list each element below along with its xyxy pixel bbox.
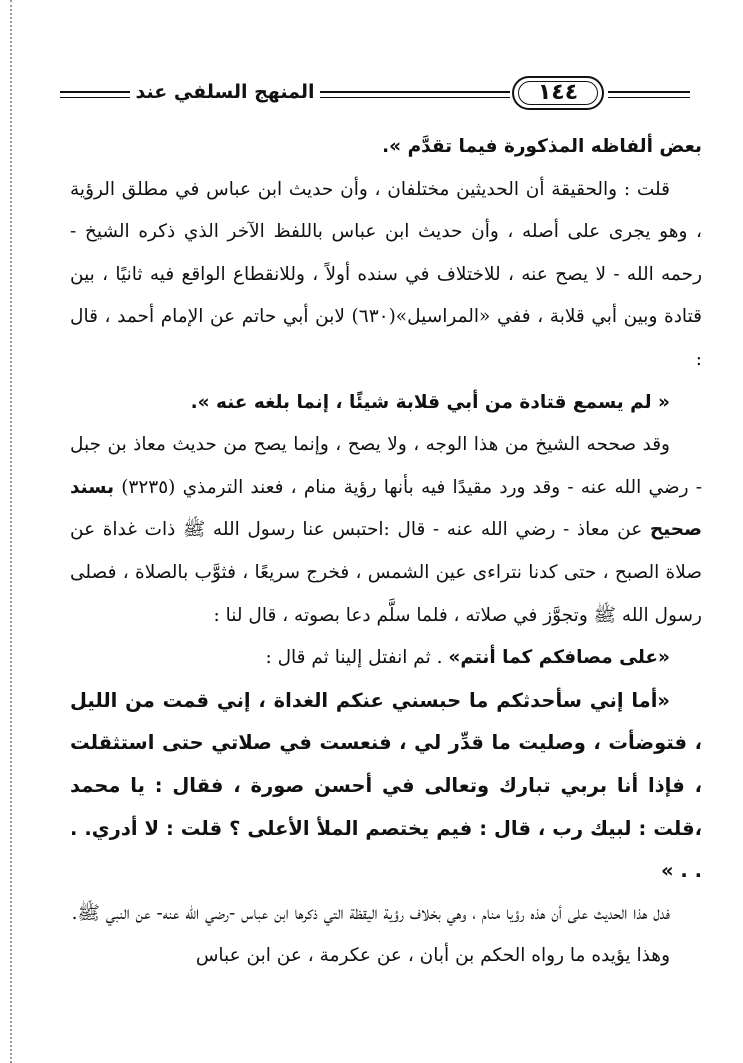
paragraph-5-bold: «على مصافكم كما أنتم» <box>448 647 670 669</box>
running-title: المنهج السلفي عند <box>130 74 320 110</box>
hadith-quote: «أما إني سأحدثكم ما حبسني عنكم الغداة ، إني قمت من الليل ، فتوضأت ، وصليت ما قدِّر لي ، فنعست في صلاتي حتى استثقلت ، فإذا أنا بربي تبارك وتعالى في أحسن صورة ، فقال : يا محمد ،قلت : لبيك رب ، قال : فيم يختصم الملأ الأعلى ؟ قلت : لا أدري. . . . » <box>70 688 702 883</box>
binding-margin-line <box>10 0 12 1063</box>
body-text <box>70 126 702 978</box>
paragraph-4-bold: بسند صحيح <box>70 476 702 541</box>
paragraph-8: وهذا يؤيده ما رواه الحكم بن أبان ، عن عكرمة ، عن ابن عباس <box>195 945 670 967</box>
quote-ahmad: « لم يسمع قتادة من أبي قلابة شيئًا ، إنما بلغه عنه ». <box>190 391 670 413</box>
paragraph-1: بعض ألفاظه المذكورة فيما تقدَّم ». <box>382 136 702 157</box>
header-rule-right-thin <box>608 97 690 98</box>
paragraph-2: قلت : والحقيقة أن الحديثين مختلفان ، وأن حديث ابن عباس في مطلق الرؤية ، وهو يجرى على أصله ، وأن حديث ابن عباس باللفظ الآخر الذي ذكره الشيخ - رحمه الله - لا يصح عنه ، للاختلاف في سنده أولاً ، وللانقطاع الواقع فيه ثانيًا ، بين قتادة وبين أبي قلابة ، ففي «المراسيل»(٦٣٠) لابن أبي حاتم عن الإمام أحمد ، قال : <box>70 178 702 370</box>
page-number: ١٤٤ <box>512 76 604 110</box>
paragraph-4-part-b: عن معاذ - رضي الله عنه - قال :احتبس عنا رسول الله ﷺ ذات غداة عن صلاة الصبح ، حتى كدنا نتراءى عين الشمس ، فخرج سريعًا ، فثوَّب بالصلاة ، فصلى رسول الله ﷺ وتجوَّز في صلاته ، فلما سلَّم دعا بصوته ، قال لنا : <box>70 519 702 626</box>
paragraph-5-rest: . ثم انفتل إلينا ثم قال : <box>265 647 443 669</box>
paragraph-4-part-a: وقد صححه الشيخ من هذا الوجه ، ولا يصح ، وإنما يصح من حديث معاذ بن جبل - رضي الله عنه - وقد ورد مقيدًا فيه بأنها رؤية منام ، فعند الترمذي (٣٢٣٥) <box>70 434 702 498</box>
header-rule-right <box>608 91 690 93</box>
paragraph-5 <box>70 637 702 680</box>
paragraph-4 <box>70 424 702 637</box>
paragraph-7: فدل هذا الحديث على أن هذه رؤيا منام ، وهي بخلاف رؤية اليقظة التي ذكرها ابن عباس -رضي الله عنه- عن النبي ﷺ. <box>71 902 670 924</box>
page-header <box>60 72 690 116</box>
